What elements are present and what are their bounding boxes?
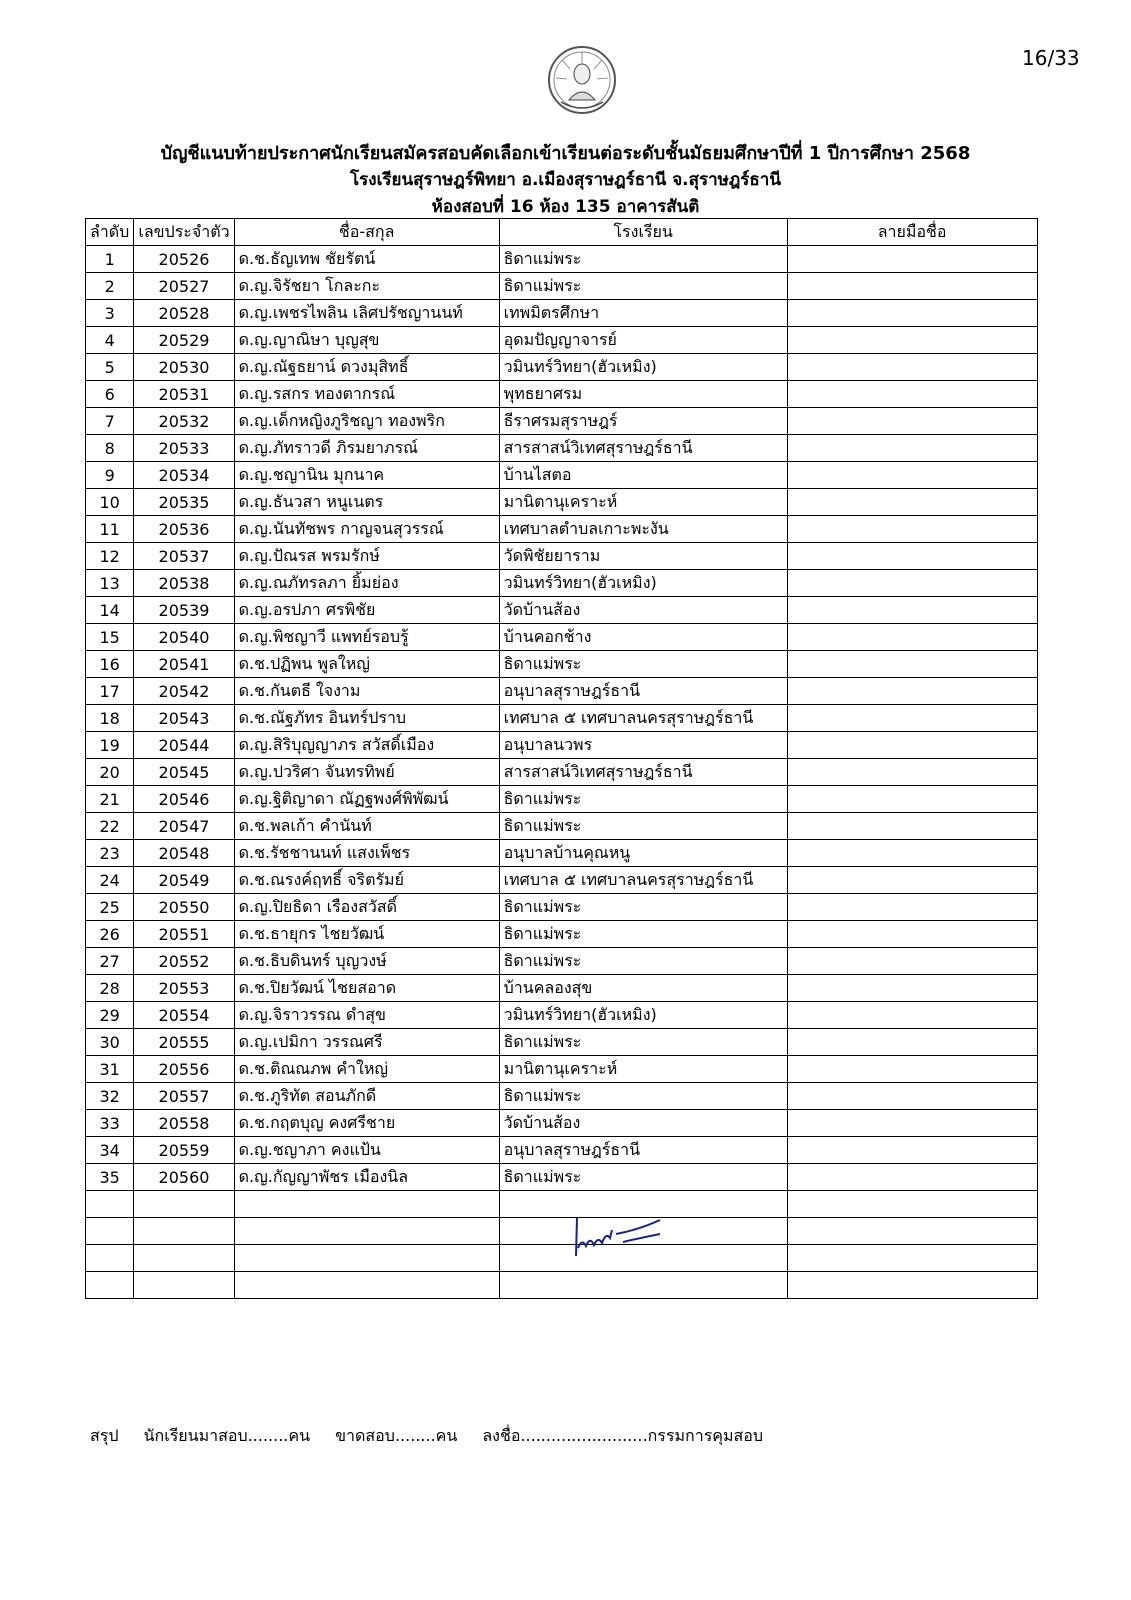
student-name: ด.ช.รัชชานนท์ แสงเพ็ชร [234, 840, 499, 867]
school-name: เทศบาลตำบลเกาะพะงัน [499, 516, 787, 543]
student-id: 20535 [134, 489, 234, 516]
student-name: ด.ญ.ชญาภา คงแป้น [234, 1137, 499, 1164]
signature-cell[interactable] [787, 1164, 1037, 1191]
student-id: 20544 [134, 732, 234, 759]
signature-cell[interactable] [787, 327, 1037, 354]
signature-cell[interactable] [787, 786, 1037, 813]
school-name: ธิดาแม่พระ [499, 948, 787, 975]
student-name: ด.ญ.รสกร ทองตากรณ์ [234, 381, 499, 408]
student-id: 20558 [134, 1110, 234, 1137]
student-name: ด.ญ.ปิยธิดา เรืองสวัสดิ์ [234, 894, 499, 921]
student-id: 20528 [134, 300, 234, 327]
empty-cell [86, 1218, 134, 1245]
row-order: 7 [86, 408, 134, 435]
student-name: ด.ญ.ปวริศา จันทรทิพย์ [234, 759, 499, 786]
row-order: 32 [86, 1083, 134, 1110]
student-id: 20545 [134, 759, 234, 786]
empty-cell [134, 1272, 234, 1299]
signature-cell[interactable] [787, 1002, 1037, 1029]
school-name: เทพมิตรศึกษา [499, 300, 787, 327]
school-name: บ้านคอกช้าง [499, 624, 787, 651]
signature-cell[interactable] [787, 354, 1037, 381]
signature-cell[interactable] [787, 921, 1037, 948]
empty-table-row [86, 1191, 1038, 1218]
school-name: อนุบาลบ้านคุณหนู [499, 840, 787, 867]
table-row [86, 1164, 1038, 1191]
student-name: ด.ช.กันตธี ใจงาม [234, 678, 499, 705]
school-name: อุดมปัญญาจารย์ [499, 327, 787, 354]
student-id: 20543 [134, 705, 234, 732]
signature-scribble-icon [568, 1210, 668, 1260]
signature-cell[interactable] [787, 1029, 1037, 1056]
signature-cell[interactable] [787, 867, 1037, 894]
student-id: 20556 [134, 1056, 234, 1083]
student-name: ด.ช.พลเก้า คำนันท์ [234, 813, 499, 840]
table-row [86, 1137, 1038, 1164]
table-row [86, 1110, 1038, 1137]
signature-cell[interactable] [787, 948, 1037, 975]
row-order: 12 [86, 543, 134, 570]
table-row [86, 462, 1038, 489]
signature-cell[interactable] [787, 1056, 1037, 1083]
student-name: ด.ช.ณรงค์ฤทธิ์ จริตรัมย์ [234, 867, 499, 894]
signature-cell[interactable] [787, 489, 1037, 516]
table-row [86, 624, 1038, 651]
school-name: ธิดาแม่พระ [499, 786, 787, 813]
table-row [86, 489, 1038, 516]
student-name: ด.ช.ปฏิพน พูลใหญ่ [234, 651, 499, 678]
row-order: 11 [86, 516, 134, 543]
student-name: ด.ญ.เพชรไพลิน เลิศปรัชญานนท์ [234, 300, 499, 327]
school-name: โรงเรียนสุราษฎร์พิทยา อ.เมืองสุราษฎร์ธานี จ.สุราษฎร์ธานี [350, 170, 781, 190]
table-row [86, 921, 1038, 948]
empty-cell [234, 1272, 499, 1299]
student-id: 20526 [134, 246, 234, 273]
student-id: 20551 [134, 921, 234, 948]
signature-cell[interactable] [787, 543, 1037, 570]
row-order: 33 [86, 1110, 134, 1137]
school-name: วมินทร์วิทยา(ฮัวเหมิง) [499, 354, 787, 381]
student-id: 20557 [134, 1083, 234, 1110]
signature-cell[interactable] [787, 678, 1037, 705]
student-id: 20538 [134, 570, 234, 597]
student-id: 20555 [134, 1029, 234, 1056]
table-row [86, 516, 1038, 543]
table-row [86, 786, 1038, 813]
student-name: ด.ญ.ณภัทรลภา ยิ้มย่อง [234, 570, 499, 597]
row-order: 3 [86, 300, 134, 327]
student-name: ด.ญ.ภัทราวดี ภิรมยาภรณ์ [234, 435, 499, 462]
school-name: สารสาสน์วิเทศสุราษฎร์ธานี [499, 759, 787, 786]
summary-label: สรุป [90, 1426, 119, 1445]
student-name: ด.ญ.ฐิติญาดา ณัฏฐพงศ์พิพัฒน์ [234, 786, 499, 813]
school-name: ธิดาแม่พระ [499, 273, 787, 300]
student-id: 20549 [134, 867, 234, 894]
table-row [86, 813, 1038, 840]
student-id: 20560 [134, 1164, 234, 1191]
signature-cell[interactable] [787, 894, 1037, 921]
student-name: ด.ช.ธัญเทพ ชัยรัตน์ [234, 246, 499, 273]
table-row [86, 381, 1038, 408]
student-id: 20540 [134, 624, 234, 651]
school-name: สารสาสน์วิเทศสุราษฎร์ธานี [499, 435, 787, 462]
table-row [86, 354, 1038, 381]
signature-cell[interactable] [787, 462, 1037, 489]
row-order: 27 [86, 948, 134, 975]
student-name: ด.ญ.เด็กหญิงภูริชญา ทองพริก [234, 408, 499, 435]
student-id: 20532 [134, 408, 234, 435]
student-name: ด.ญ.ธันวสา หนูเนตร [234, 489, 499, 516]
student-name: ด.ช.ติณณภพ คำใหญ่ [234, 1056, 499, 1083]
school-name: อนุบาลนวพร [499, 732, 787, 759]
student-id: 20553 [134, 975, 234, 1002]
empty-cell [134, 1218, 234, 1245]
table-row [86, 1029, 1038, 1056]
school-name: มานิตานุเคราะห์ [499, 1056, 787, 1083]
student-roster-table [85, 218, 1038, 1299]
student-name: ด.ช.ณัฐภัทร อินทร์ปราบ [234, 705, 499, 732]
table-row [86, 651, 1038, 678]
document-title: บัญชีแนบท้ายประกาศนักเรียนสมัครสอบคัดเลือกเข้าเรียนต่อระดับชั้นมัธยมศึกษาปีที่ 1 ปีการศึกษา 2568 [160, 143, 971, 164]
signature-cell[interactable] [787, 381, 1037, 408]
student-name: ด.ญ.พิชญาวี แพทย์รอบรู้ [234, 624, 499, 651]
row-order: 19 [86, 732, 134, 759]
student-id: 20548 [134, 840, 234, 867]
empty-cell [787, 1218, 1037, 1245]
row-order: 28 [86, 975, 134, 1002]
student-id: 20552 [134, 948, 234, 975]
table-row [86, 705, 1038, 732]
table-row [86, 975, 1038, 1002]
empty-cell [499, 1272, 787, 1299]
school-name: วัดพิชัยยาราม [499, 543, 787, 570]
signature-cell[interactable] [787, 759, 1037, 786]
student-id: 20537 [134, 543, 234, 570]
row-order: 29 [86, 1002, 134, 1029]
student-id: 20534 [134, 462, 234, 489]
student-id: 20546 [134, 786, 234, 813]
table-row [86, 246, 1038, 273]
table-row [86, 327, 1038, 354]
signature-cell[interactable] [787, 1110, 1037, 1137]
school-name: พุทธยาศรม [499, 381, 787, 408]
row-order: 20 [86, 759, 134, 786]
student-name: ด.ช.ธิบดินทร์ บุญวงษ์ [234, 948, 499, 975]
table-row [86, 273, 1038, 300]
student-name: ด.ญ.ญาณิษา บุญสุข [234, 327, 499, 354]
signature-cell[interactable] [787, 1083, 1037, 1110]
table-row [86, 1056, 1038, 1083]
school-name: อนุบาลสุราษฎร์ธานี [499, 678, 787, 705]
student-name: ด.ญ.ปัณรส พรมรักษ์ [234, 543, 499, 570]
row-order: 21 [86, 786, 134, 813]
student-name: ด.ญ.ชญานิน มุกนาค [234, 462, 499, 489]
empty-table-row [86, 1245, 1038, 1272]
row-order: 6 [86, 381, 134, 408]
signature-cell[interactable] [787, 408, 1037, 435]
row-order: 25 [86, 894, 134, 921]
student-name: ด.ญ.จิรัชยา โกละกะ [234, 273, 499, 300]
table-header-row [86, 219, 1038, 246]
signature-cell[interactable] [787, 732, 1037, 759]
empty-cell [134, 1245, 234, 1272]
student-name: ด.ญ.ณัฐธยาน์ ดวงมุสิทธิ์ [234, 354, 499, 381]
table-row [86, 543, 1038, 570]
student-id: 20541 [134, 651, 234, 678]
row-order: 10 [86, 489, 134, 516]
row-order: 5 [86, 354, 134, 381]
school-name: ธิดาแม่พระ [499, 813, 787, 840]
school-name: วมินทร์วิทยา(ฮัวเหมิง) [499, 1002, 787, 1029]
row-order: 34 [86, 1137, 134, 1164]
empty-cell [234, 1218, 499, 1245]
student-name: ด.ญ.นันทัชพร กาญจนสุวรรณ์ [234, 516, 499, 543]
school-name: วมินทร์วิทยา(ฮัวเหมิง) [499, 570, 787, 597]
school-name: มานิตานุเคราะห์ [499, 489, 787, 516]
signature-cell[interactable] [787, 813, 1037, 840]
student-name: ด.ช.ธายุกร ไชยวัฒน์ [234, 921, 499, 948]
row-order: 18 [86, 705, 134, 732]
signature-cell[interactable] [787, 705, 1037, 732]
table-row [86, 894, 1038, 921]
table-row [86, 408, 1038, 435]
signature-cell[interactable] [787, 1137, 1037, 1164]
student-id: 20559 [134, 1137, 234, 1164]
table-row [86, 678, 1038, 705]
school-name: ธิดาแม่พระ [499, 651, 787, 678]
row-order: 2 [86, 273, 134, 300]
empty-cell [787, 1191, 1037, 1218]
row-order: 22 [86, 813, 134, 840]
absent-count-field: ขาดสอบ........คน [335, 1426, 458, 1445]
signature-cell[interactable] [787, 597, 1037, 624]
school-name: เทศบาล ๕ เทศบาลนครสุราษฎร์ธานี [499, 867, 787, 894]
empty-cell [787, 1245, 1037, 1272]
row-order: 4 [86, 327, 134, 354]
student-name: ด.ญ.อรปภา ศรพิชัย [234, 597, 499, 624]
school-name: เทศบาล ๕ เทศบาลนครสุราษฎร์ธานี [499, 705, 787, 732]
signature-cell[interactable] [787, 435, 1037, 462]
school-name: วัดบ้านส้อง [499, 597, 787, 624]
empty-cell [234, 1245, 499, 1272]
row-order: 13 [86, 570, 134, 597]
school-name: ธิดาแม่พระ [499, 246, 787, 273]
school-name: วัดบ้านส้อง [499, 1110, 787, 1137]
row-order: 14 [86, 597, 134, 624]
signature-cell[interactable] [787, 624, 1037, 651]
student-id: 20536 [134, 516, 234, 543]
table-row [86, 840, 1038, 867]
empty-cell [86, 1245, 134, 1272]
empty-cell [134, 1191, 234, 1218]
exam-summary [90, 1424, 781, 1449]
student-id: 20531 [134, 381, 234, 408]
school-name: ธีราศรมสุราษฎร์ [499, 408, 787, 435]
student-name: ด.ญ.จิราวรรณ ดำสุข [234, 1002, 499, 1029]
table-row [86, 1083, 1038, 1110]
table-row [86, 597, 1038, 624]
student-id: 20530 [134, 354, 234, 381]
column-header-order: ลำดับ [86, 219, 134, 246]
student-name: ด.ญ.สิริบุญญาภร สวัสดิ์เมือง [234, 732, 499, 759]
signature-cell[interactable] [787, 840, 1037, 867]
signature-cell[interactable] [787, 273, 1037, 300]
student-name: ด.ช.ภูริทัต สอนภักดี [234, 1083, 499, 1110]
row-order: 24 [86, 867, 134, 894]
student-id: 20550 [134, 894, 234, 921]
table-row [86, 759, 1038, 786]
row-order: 30 [86, 1029, 134, 1056]
student-name: ด.ช.กฤตบุญ คงศรีชาย [234, 1110, 499, 1137]
empty-cell [234, 1191, 499, 1218]
school-name: ธิดาแม่พระ [499, 894, 787, 921]
row-order: 35 [86, 1164, 134, 1191]
row-order: 9 [86, 462, 134, 489]
empty-cell [86, 1272, 134, 1299]
table-row [86, 1002, 1038, 1029]
present-count-field: นักเรียนมาสอบ........คน [143, 1426, 310, 1445]
table-row [86, 570, 1038, 597]
student-name: ด.ญ.เปมิกา วรรณศรี [234, 1029, 499, 1056]
signature-cell[interactable] [787, 246, 1037, 273]
school-name: อนุบาลสุราษฎร์ธานี [499, 1137, 787, 1164]
row-order: 16 [86, 651, 134, 678]
school-name: ธิดาแม่พระ [499, 1083, 787, 1110]
proctor-signature-field: ลงชื่อ.........................กรรมการคุมสอบ [482, 1426, 764, 1445]
signature-cell[interactable] [787, 570, 1037, 597]
column-header-school: โรงเรียน [499, 219, 787, 246]
school-name: บ้านไสตอ [499, 462, 787, 489]
signature-cell[interactable] [787, 651, 1037, 678]
row-order: 31 [86, 1056, 134, 1083]
table-row [86, 948, 1038, 975]
signature-cell[interactable] [787, 300, 1037, 327]
signature-cell[interactable] [787, 975, 1037, 1002]
column-header-name: ชื่อ-สกุล [234, 219, 499, 246]
empty-cell [86, 1191, 134, 1218]
column-header-signature: ลายมือชื่อ [787, 219, 1037, 246]
table-row [86, 300, 1038, 327]
student-id: 20533 [134, 435, 234, 462]
school-name: บ้านคลองสุข [499, 975, 787, 1002]
student-id: 20547 [134, 813, 234, 840]
page-number: 16/33 [1022, 46, 1080, 70]
school-emblem-icon [547, 44, 617, 116]
row-order: 8 [86, 435, 134, 462]
student-name: ด.ญ.กัญญาพัชร เมืองนิล [234, 1164, 499, 1191]
school-name: ธิดาแม่พระ [499, 1164, 787, 1191]
student-id: 20539 [134, 597, 234, 624]
exam-room: ห้องสอบที่ 16 ห้อง 135 อาคารสันติ [431, 197, 700, 217]
table-row [86, 732, 1038, 759]
school-name: ธิดาแม่พระ [499, 921, 787, 948]
student-id: 20527 [134, 273, 234, 300]
table-row [86, 435, 1038, 462]
row-order: 17 [86, 678, 134, 705]
row-order: 1 [86, 246, 134, 273]
student-id: 20529 [134, 327, 234, 354]
student-id: 20542 [134, 678, 234, 705]
column-header-id: เลขประจำตัว [134, 219, 234, 246]
row-order: 15 [86, 624, 134, 651]
empty-cell [787, 1272, 1037, 1299]
row-order: 23 [86, 840, 134, 867]
empty-table-row [86, 1272, 1038, 1299]
school-name: ธิดาแม่พระ [499, 1029, 787, 1056]
row-order: 26 [86, 921, 134, 948]
table-row [86, 867, 1038, 894]
signature-cell[interactable] [787, 516, 1037, 543]
student-id: 20554 [134, 1002, 234, 1029]
student-name: ด.ช.ปิยวัฒน์ ไชยสอาด [234, 975, 499, 1002]
empty-table-row [86, 1218, 1038, 1245]
